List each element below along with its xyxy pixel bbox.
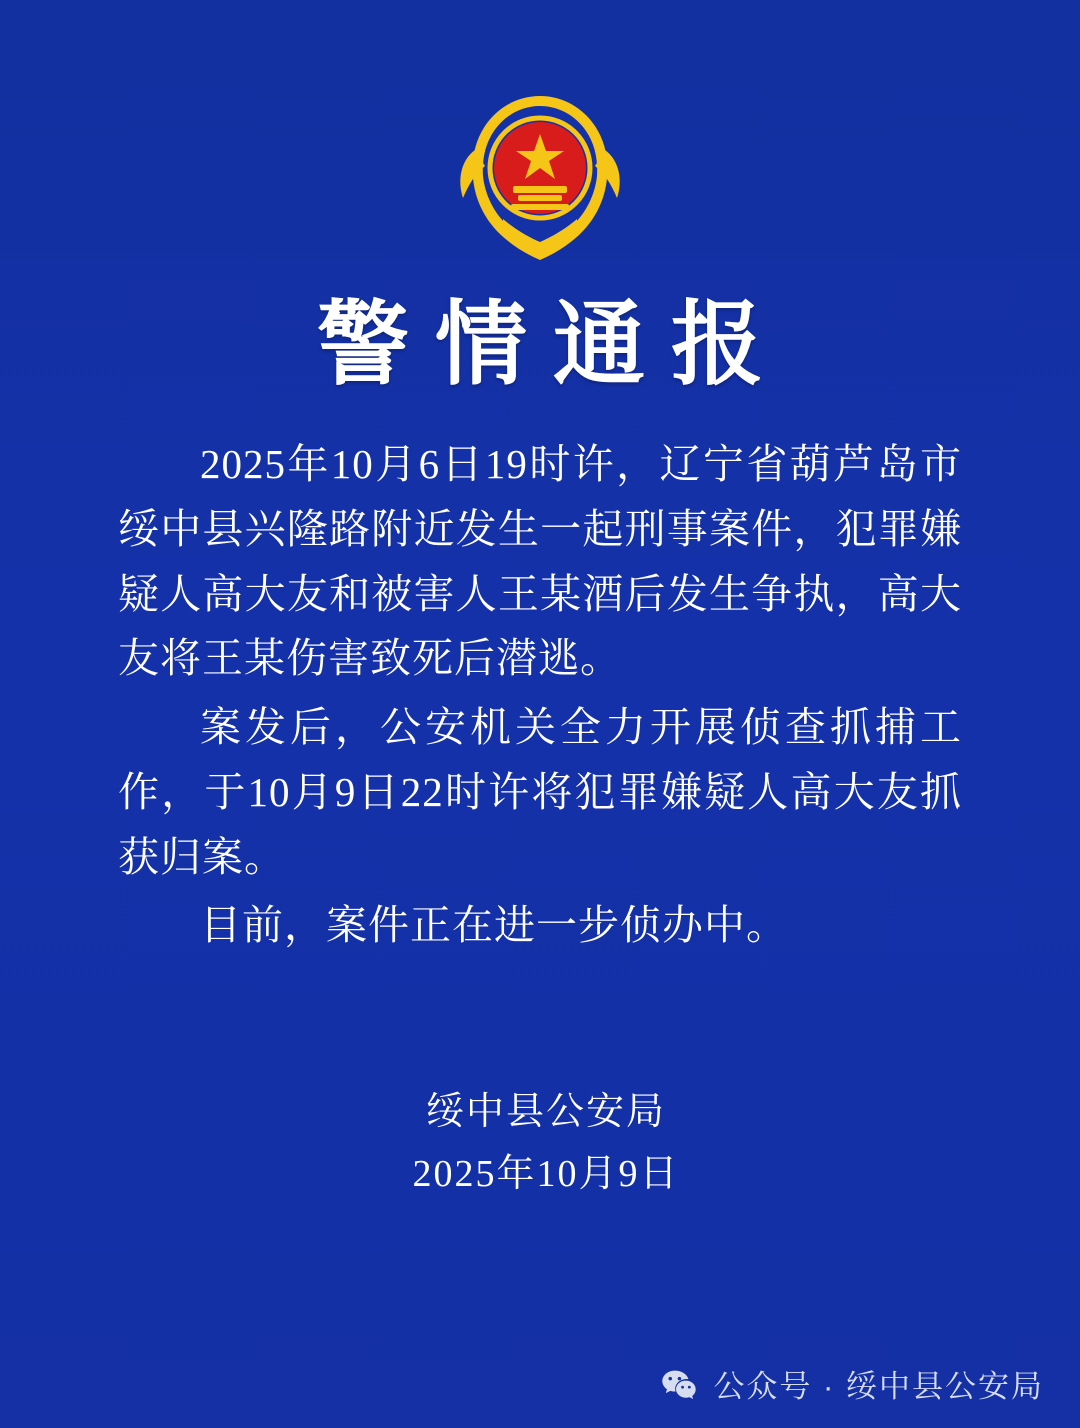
china-police-emblem-icon [445, 88, 635, 273]
notice-body [118, 432, 962, 962]
signature-date: 2025年10月9日 [412, 1152, 680, 1195]
notice-paragraph-3: 目前，案件正在进一步侦办中。 [200, 902, 788, 949]
wechat-account-label: 公众号 · 绥中县公安局 [713, 1369, 1044, 1404]
notice-paragraph-1: 2025年10月6日19时许，辽宁省葫芦岛市绥中县兴隆路附近发生一起刑事案件，犯罪嫌疑人高大友和被害人王某酒后发生争执，高大友将王某伤害致死后潜逃。 [118, 441, 962, 682]
wechat-watermark [659, 1361, 1044, 1406]
emblem-container [0, 88, 1080, 273]
wechat-icon [659, 1364, 699, 1404]
signature-organization: 绥中县公安局 [425, 1091, 666, 1133]
signature-block [0, 1082, 1080, 1205]
notice-paragraph-2: 案发后，公安机关全力开展侦查抓捕工作，于10月9日22时许将犯罪嫌疑人高大友抓获归案。 [118, 704, 962, 880]
page-title: 警情通报 [316, 294, 789, 396]
